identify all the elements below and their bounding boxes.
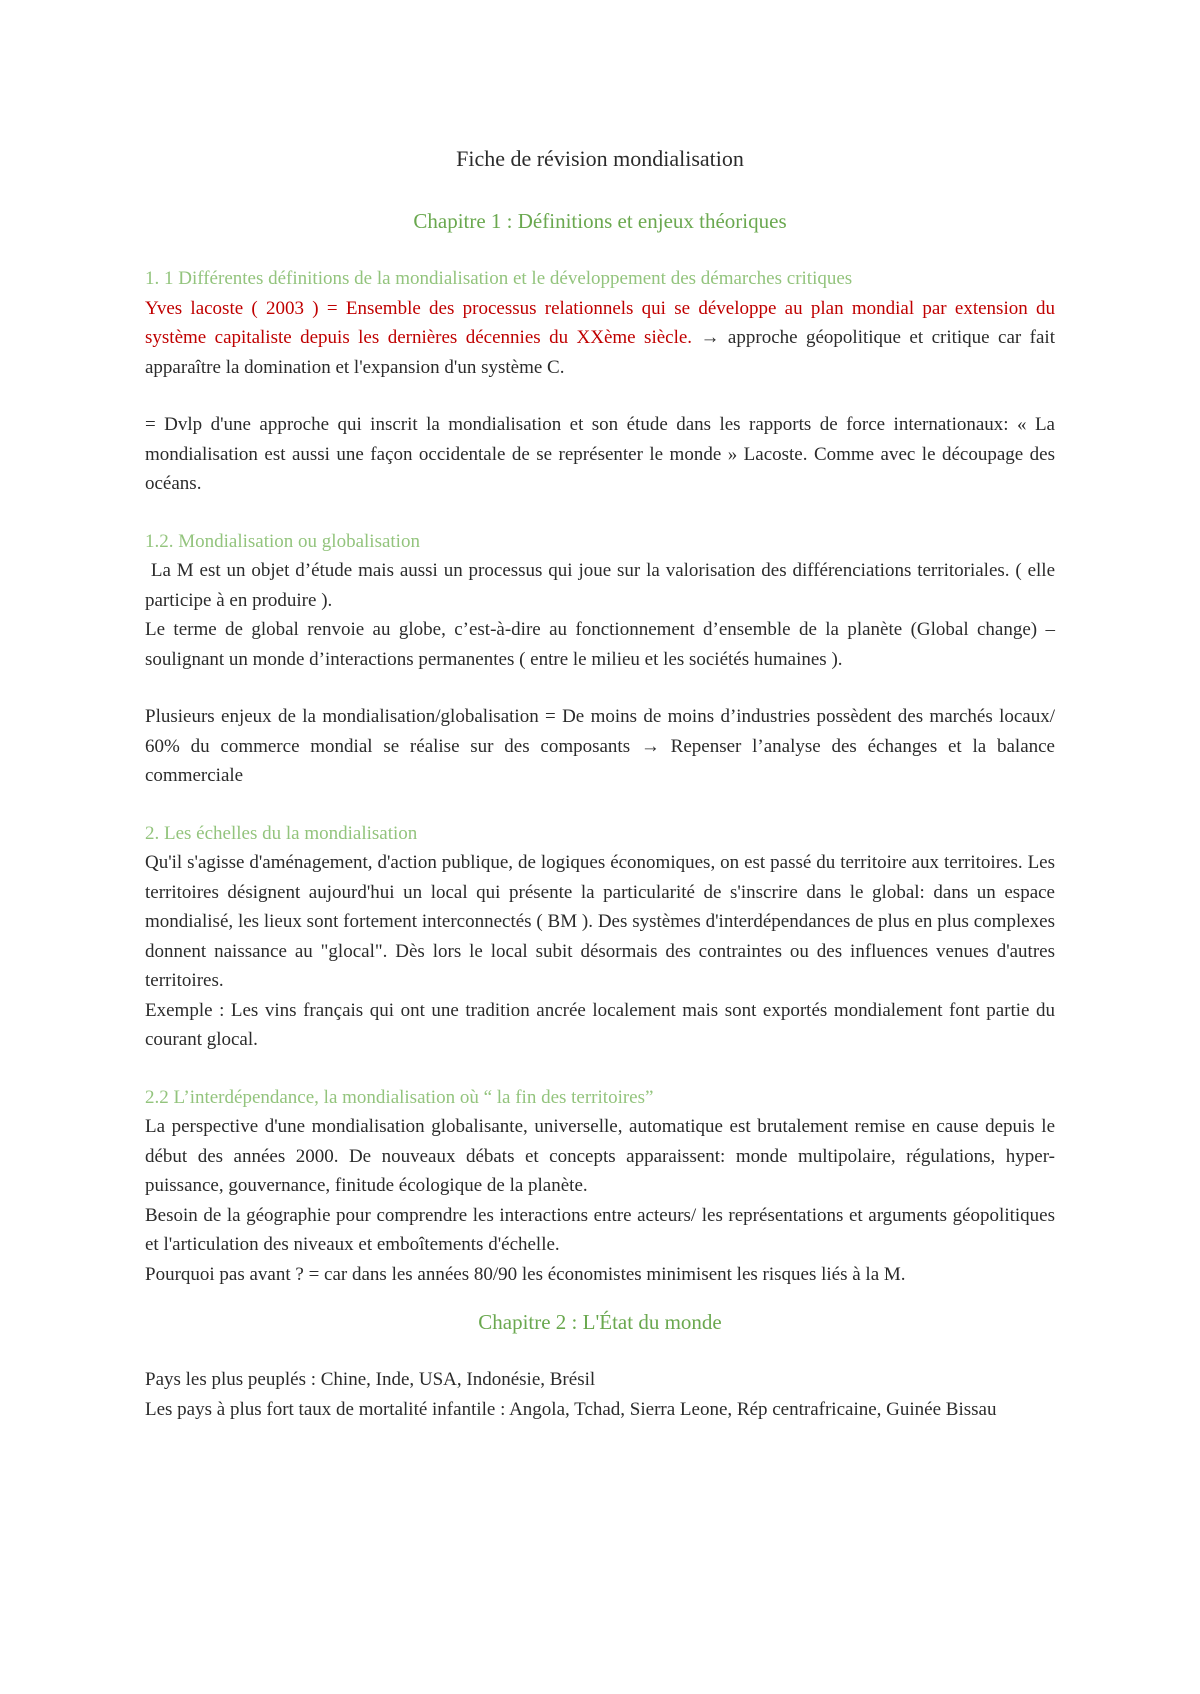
paragraph: Le terme de global renvoie au globe, c’est-à-dire au fonctionnement d’ensemble de la planète (Global change) – soulignant un monde d’interactions permanentes ( entre le milieu et les sociétés humaines ). xyxy=(145,619,1055,670)
paragraph: La perspective d'une mondialisation globalisante, universelle, automatique est brutalement remise en cause depuis le début des années 2000. De nouveaux débats et concepts apparaissent: monde multipolaire, régulations, hyper-puissance, gouvernance, finitude écologique de la planète. xyxy=(145,1116,1055,1196)
lacoste-comment: → approche géopolitique et critique car fait apparaître la domination et l'expansion d'un système C. xyxy=(145,327,1055,378)
chapter-2-heading: Chapitre 2 : L'État du monde xyxy=(478,1310,722,1334)
section-1-2-heading: 1.2. Mondialisation ou globalisation xyxy=(145,530,420,552)
lacoste-definition xyxy=(145,294,1055,383)
document-page xyxy=(145,130,1060,1424)
paragraph: Exemple : Les vins français qui ont une tradition ancrée localement mais sont exportés mondialement font partie du courant glocal. xyxy=(145,999,1055,1050)
section-2-2-heading: 2.2 L’interdépendance, la mondialisation où “ la fin des territoires” xyxy=(145,1086,654,1108)
lacoste-quote: Yves lacoste ( 2003 ) = Ensemble des processus relationnels qui se développe au plan mondial par extension du système capitaliste depuis les dernières décennies du XXème siècle. xyxy=(145,297,1055,348)
paragraph: Plusieurs enjeux de la mondialisation/globalisation = De moins de moins d’industries possèdent des marchés locaux/ 60% du commerce mondial se réalise sur des composants → Repenser l’analyse des échanges et la balance commerciale xyxy=(145,706,1055,786)
paragraph: = Dvlp d'une approche qui inscrit la mondialisation et son étude dans les rapports de force internationaux: « La mondialisation est aussi une façon occidentale de se représenter le monde » Lacoste. Comme avec le découpage des océans. xyxy=(145,414,1055,494)
section-2-heading: 2. Les échelles du la mondialisation xyxy=(145,822,418,844)
paragraph: La M est un objet d’étude mais aussi un processus qui joue sur la valorisation des différenciations territoriales. ( elle participe à en produire ). xyxy=(145,560,1060,611)
document-title: Fiche de révision mondialisation xyxy=(456,146,744,171)
paragraph: Qu'il s'agisse d'aménagement, d'action publique, de logiques économiques, on est passé du territoire aux territoires. Les territoires désignent aujourd'hui un local qui présente la particularité de s'inscrire dans le global: dans un espace mondialisé, les lieux sont fortement interconnectés ( BM ). Des systèmes d'interdépendances de plus en plus complexes donnent naissance au "glocal". Dès lors le local subit désormais des contraintes ou des influences venues d'autres territoires. xyxy=(145,852,1055,991)
paragraph: Besoin de la géographie pour comprendre les interactions entre acteurs/ les représentations et arguments géopolitiques et l'articulation des niveaux et emboîtements d'échelle. xyxy=(145,1204,1055,1255)
paragraph: Les pays à plus fort taux de mortalité infantile : Angola, Tchad, Sierra Leone, Rép centrafricaine, Guinée Bissau xyxy=(145,1398,997,1420)
chapter-1-heading: Chapitre 1 : Définitions et enjeux théoriques xyxy=(413,209,787,233)
paragraph: Pourquoi pas avant ? = car dans les années 80/90 les économistes minimisent les risques liés à la M. xyxy=(145,1263,906,1285)
paragraph: Pays les plus peuplés : Chine, Inde, USA, Indonésie, Brésil xyxy=(145,1369,596,1390)
section-1-1-heading: 1. 1 Différentes définitions de la mondialisation et le développement des démarches critiques xyxy=(145,268,853,289)
